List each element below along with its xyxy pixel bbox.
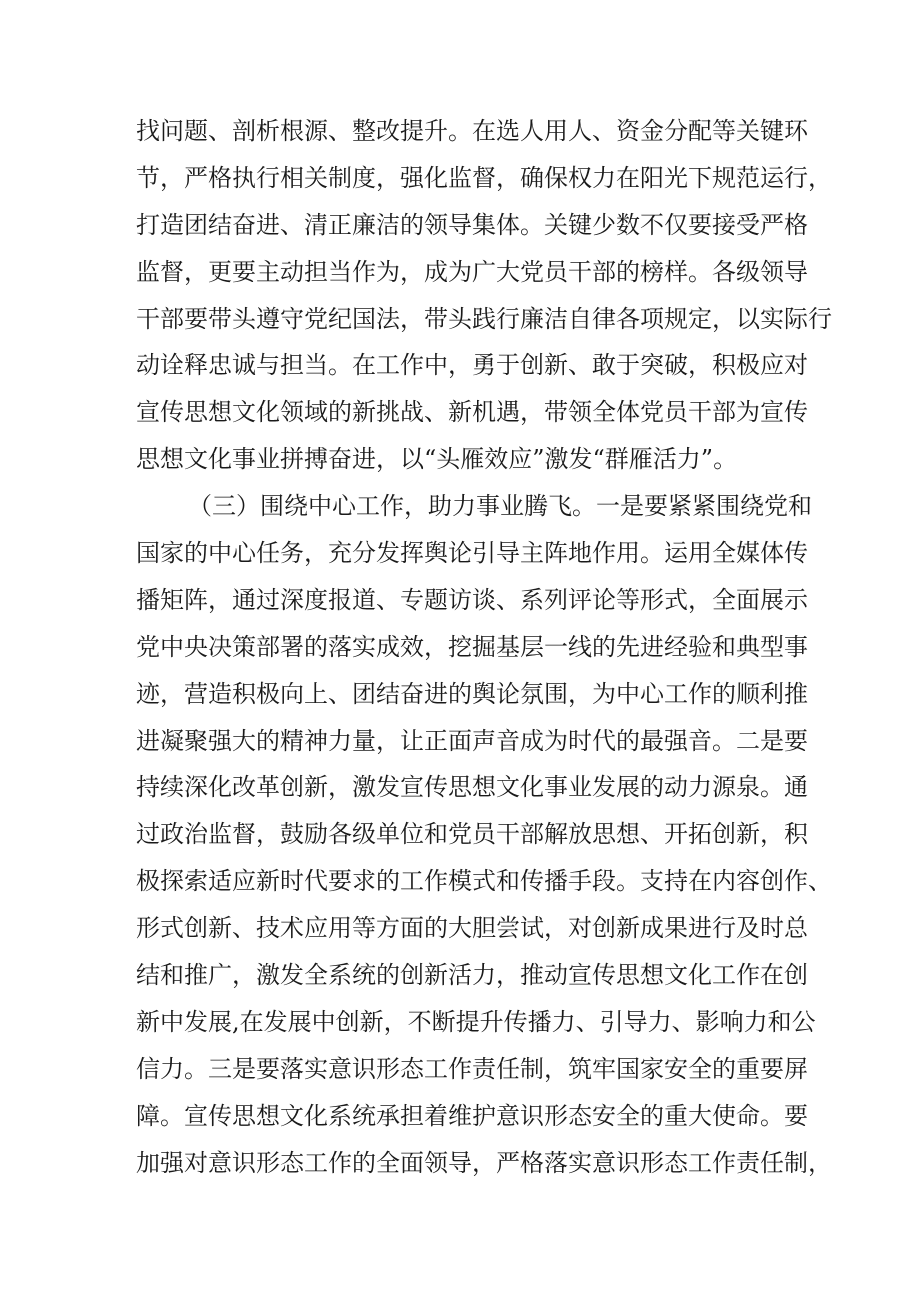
text-line: 结和推广，激发全系统的创新活力，推动宣传思想文化工作在创 xyxy=(136,961,808,990)
document-body xyxy=(136,108,832,1186)
text-line: 节，严格执行相关制度，强化监督，确保权力在阳光下规范运行， xyxy=(136,163,832,192)
text-line: 加强对意识形态工作的全面领导，严格落实意识形态工作责任制， xyxy=(136,1148,832,1177)
text-line: 信力。三是要落实意识形态工作责任制，筑牢国家安全的重要屏 xyxy=(136,1054,808,1083)
text-line: 党中央决策部署的落实成效，挖掘基层一线的先进经验和典型事 xyxy=(136,632,808,661)
text-line: 宣传思想文化领域的新挑战、新机遇，带领全体党员干部为宣传 xyxy=(136,398,808,427)
text-line: 监督，更要主动担当作为，成为广大党员干部的榜样。各级领导 xyxy=(136,257,808,286)
text-line: 持续深化改革创新，激发宣传思想文化事业发展的动力源泉。通 xyxy=(136,773,808,802)
text-line: 迹，营造积极向上、团结奋进的舆论氛围，为中心工作的顺利推 xyxy=(136,679,808,708)
text-line: 形式创新、技术应用等方面的大胆尝试，对创新成果进行及时总 xyxy=(136,914,808,943)
text-line: 新中发展,在发展中创新，不断提升传播力、引导力、影响力和公 xyxy=(136,1007,816,1036)
section-heading-line: （三）围绕中心工作，助力事业腾飞。一是要紧紧围绕党和 xyxy=(188,492,812,521)
text-line: 进凝聚强大的精神力量，让正面声音成为时代的最强音。二是要 xyxy=(136,726,808,755)
text-line: 动诠释忠诚与担当。在工作中，勇于创新、敢于突破，积极应对 xyxy=(136,351,808,380)
text-line: 障。宣传思想文化系统承担着维护意识形态安全的重大使命。要 xyxy=(136,1101,808,1130)
text-line: 极探索适应新时代要求的工作模式和传播手段。支持在内容创作、 xyxy=(136,867,832,896)
text-line: 思想文化事业拼搏奋进，以“头雁效应”激发“群雁活力”。 xyxy=(136,445,738,474)
text-line: 打造团结奋进、清正廉洁的领导集体。关键少数不仅要接受严格 xyxy=(136,210,808,239)
text-line: 国家的中心任务，充分发挥舆论引导主阵地作用。运用全媒体传 xyxy=(136,539,808,568)
text-line: 干部要带头遵守党纪国法，带头践行廉洁自律各项规定，以实际行 xyxy=(136,304,832,333)
text-line: 播矩阵，通过深度报道、专题访谈、系列评论等形式，全面展示 xyxy=(136,585,808,614)
text-line: 过政治监督，鼓励各级单位和党员干部解放思想、开拓创新，积 xyxy=(136,820,808,849)
text-line: 找问题、剖析根源、整改提升。在选人用人、资金分配等关键环 xyxy=(136,117,808,145)
